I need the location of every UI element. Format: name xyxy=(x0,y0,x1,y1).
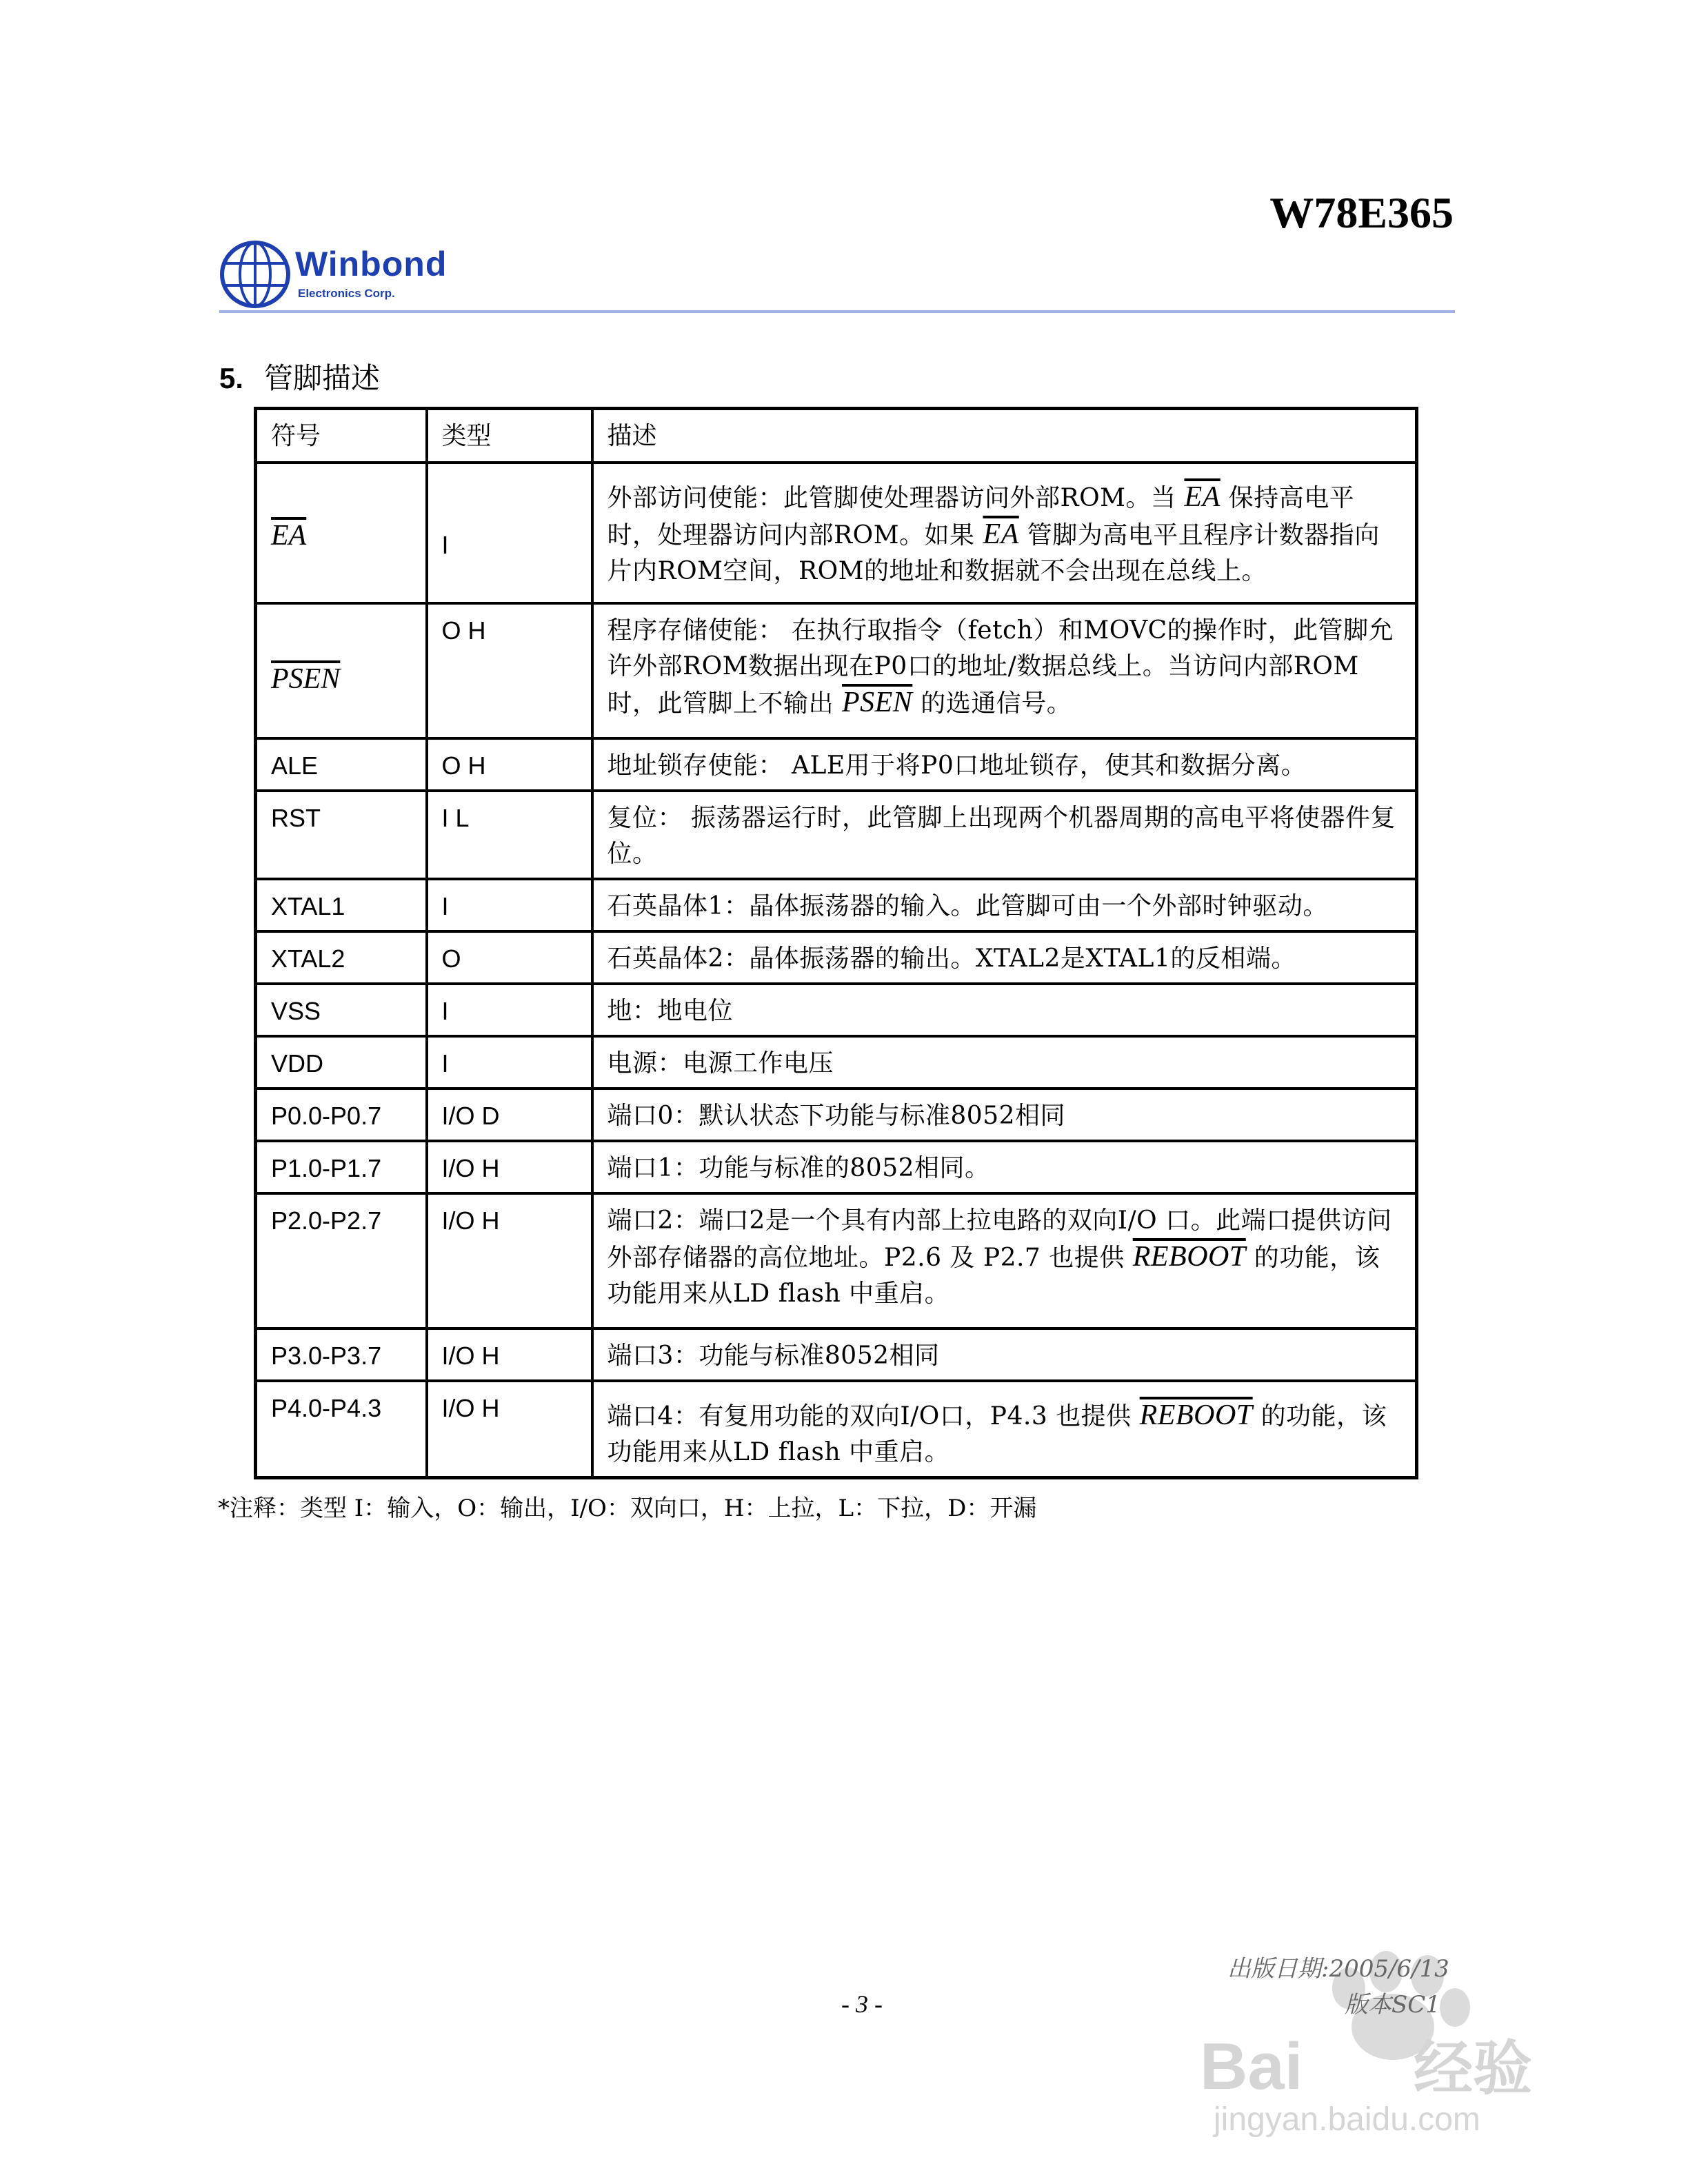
table-row xyxy=(256,1141,1417,1193)
publish-date: 出版日期:2005/6/13 xyxy=(1227,1955,1449,1983)
section-title xyxy=(219,356,380,397)
row-type: O H xyxy=(427,603,592,738)
row-symbol: P4.0-P4.3 xyxy=(256,1381,427,1478)
table-row xyxy=(256,984,1417,1036)
table-row xyxy=(256,1089,1417,1141)
logo-name: Winbond xyxy=(295,245,448,283)
table-row xyxy=(256,1193,1417,1328)
row-description: 外部访问使能：此管脚使处理器访问外部ROM。当 $\overline{EA}$ 保持高电平时，处理器访问内部ROM。如果 $\overline{EA}$ 管脚为高电平且程序计数器指向片内ROM空间，ROM的地址和数据就不会出现在总线上。 xyxy=(592,463,1417,603)
row-symbol: XTAL1 xyxy=(256,879,427,931)
row-type: I xyxy=(427,1036,592,1089)
table-row xyxy=(256,791,1417,879)
row-symbol: VDD xyxy=(256,1036,427,1089)
row-description: 程序存储使能： 在执行取指令（fetch）和MOVC的操作时，此管脚允许外部ROM数据出现在P0口的地址/数据总线上。当访问内部ROM时，此管脚上不输出 PSEN 的选通信号。 xyxy=(592,603,1417,738)
table-header-row xyxy=(256,409,1417,463)
header-rule xyxy=(219,310,1455,313)
row-description: 地址锁存使能： ALE用于将P0口地址锁存，使其和数据分离。 xyxy=(592,738,1417,791)
globe-icon xyxy=(219,240,291,309)
row-description: 电源：电源工作电压 xyxy=(592,1036,1417,1089)
version: 版本SC1 xyxy=(1345,1991,1440,2019)
table-row xyxy=(256,738,1417,791)
row-symbol: PSEN xyxy=(256,603,427,738)
pin-description-table xyxy=(254,407,1418,1479)
header-description: 描述 xyxy=(592,409,1417,463)
row-description: 端口4：有复用功能的双向I/O口，P4.3 也提供 REBOOT 的功能，该功能用来从LD flash 中重启。 xyxy=(592,1381,1417,1478)
row-type: I/O H xyxy=(427,1141,592,1193)
logo-subtitle: Electronics Corp. xyxy=(298,287,395,300)
row-symbol: RST xyxy=(256,791,427,879)
watermark-url: jingyan.baidu.com xyxy=(1214,2101,1480,2137)
row-description: 地：地电位 xyxy=(592,984,1417,1036)
table-row xyxy=(256,603,1417,738)
row-symbol: XTAL2 xyxy=(256,931,427,984)
row-description: 端口0：默认状态下功能与标准8052相同 xyxy=(592,1089,1417,1141)
row-type: I xyxy=(427,463,592,603)
row-type: O H xyxy=(427,738,592,791)
row-type: I/O H xyxy=(427,1381,592,1478)
watermark-brand: Bai xyxy=(1200,2030,1303,2103)
row-type: I/O D xyxy=(427,1089,592,1141)
table-note: *注释：类型 I：输入，O：输出，I/O：双向口，H：上拉，L：下拉，D：开漏 xyxy=(218,1495,1037,1522)
watermark-brand-cn: 经验 xyxy=(1414,2034,1532,2103)
row-type: I L xyxy=(427,791,592,879)
row-type: I/O H xyxy=(427,1193,592,1328)
winbond-logo xyxy=(219,240,448,309)
row-symbol: P0.0-P0.7 xyxy=(256,1089,427,1141)
section-heading: 管脚描述 xyxy=(264,361,381,395)
row-symbol: VSS xyxy=(256,984,427,1036)
header-type: 类型 xyxy=(427,409,592,463)
row-description: 石英晶体1：晶体振荡器的输入。此管脚可由一个外部时钟驱动。 xyxy=(592,879,1417,931)
table-row xyxy=(256,879,1417,931)
row-symbol: ALE xyxy=(256,738,427,791)
row-description: 复位： 振荡器运行时，此管脚上出现两个机器周期的高电平将使器件复位。 xyxy=(592,791,1417,879)
row-type: O xyxy=(427,931,592,984)
row-type: I xyxy=(427,984,592,1036)
row-type: I/O H xyxy=(427,1328,592,1381)
chip-title: W78E365 xyxy=(1269,188,1454,237)
table-row xyxy=(256,1381,1417,1478)
row-description: 端口3：功能与标准8052相同 xyxy=(592,1328,1417,1381)
table-row xyxy=(256,1328,1417,1381)
row-description: 端口1：功能与标准的8052相同。 xyxy=(592,1141,1417,1193)
table-row xyxy=(256,463,1417,603)
row-symbol: P2.0-P2.7 xyxy=(256,1193,427,1328)
section-number: 5. xyxy=(219,362,244,394)
row-type: I xyxy=(427,879,592,931)
row-description: 端口2：端口2是一个具有内部上拉电路的双向I/O 口。此端口提供访问外部存储器的高位地址。P2.6 及 P2.7 也提供 REBOOT 的功能，该功能用来从LD flash 中重启。 xyxy=(592,1193,1417,1328)
row-symbol: P1.0-P1.7 xyxy=(256,1141,427,1193)
row-symbol: $\overline{EA}$ xyxy=(256,463,427,603)
header-symbol: 符号 xyxy=(256,409,427,463)
table-row xyxy=(256,1036,1417,1089)
table-row xyxy=(256,931,1417,984)
row-symbol: P3.0-P3.7 xyxy=(256,1328,427,1381)
row-description: 石英晶体2：晶体振荡器的输出。XTAL2是XTAL1的反相端。 xyxy=(592,931,1417,984)
page-number: - 3 - xyxy=(841,1990,883,2018)
